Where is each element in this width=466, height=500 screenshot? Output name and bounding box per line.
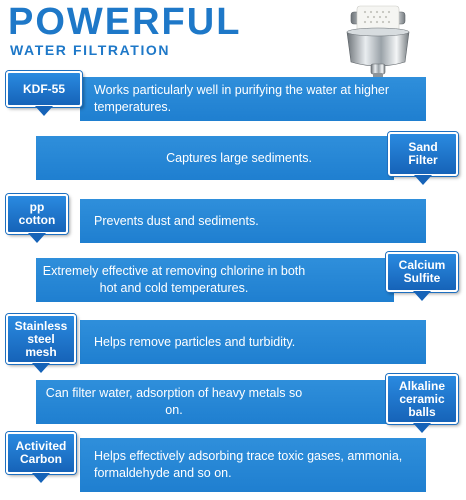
page-title: POWERFUL: [8, 1, 242, 43]
layer-bar-sand-filter: [36, 136, 394, 180]
layer-bar-calcium-sulfite: [36, 258, 394, 302]
layer-tag-alkaline-ceramic-balls: Alkaline ceramic balls: [386, 374, 458, 424]
layer-description: Captures large sediments.: [166, 150, 312, 165]
layer-description: Can filter water, adsorption of heavy metals so on.: [45, 386, 303, 417]
layer-bar-pp-cotton: [80, 199, 426, 243]
layer-tag-activited-carbon: Activited Carbon: [6, 432, 76, 474]
layer-tag-calcium-sulfite: Calcium Sulfite: [386, 252, 458, 292]
layer-bar-alkaline-ceramic-balls: [36, 380, 394, 424]
shower-filter-image: [335, 4, 421, 84]
layer-description: Works particularly well in purifying the water at higher temperatures.: [94, 83, 390, 114]
layer-description: Prevents dust and sediments.: [94, 213, 259, 228]
layer-bar-kdf55: [80, 77, 426, 121]
layer-description: Helps effectively adsorbing trace toxic gases, ammonia, formaldehyde and so on.: [94, 449, 403, 480]
layer-description: Extremely effective at removing chlorine in both hot and cold temperatures.: [42, 264, 306, 295]
layer-tag-pp-cotton: pp cotton: [6, 194, 68, 234]
layer-bar-activited-carbon: [80, 438, 426, 492]
layer-tag-kdf55: KDF-55: [6, 71, 82, 107]
layer-bar-stainless-steel-mesh: [80, 320, 426, 364]
layer-tag-stainless-steel-mesh: Stainless steel mesh: [6, 314, 76, 364]
page-subtitle: WATER FILTRATION: [10, 42, 171, 58]
layer-description: Helps remove particles and turbidity.: [94, 334, 296, 349]
layer-tag-sand-filter: Sand Filter: [388, 132, 458, 176]
